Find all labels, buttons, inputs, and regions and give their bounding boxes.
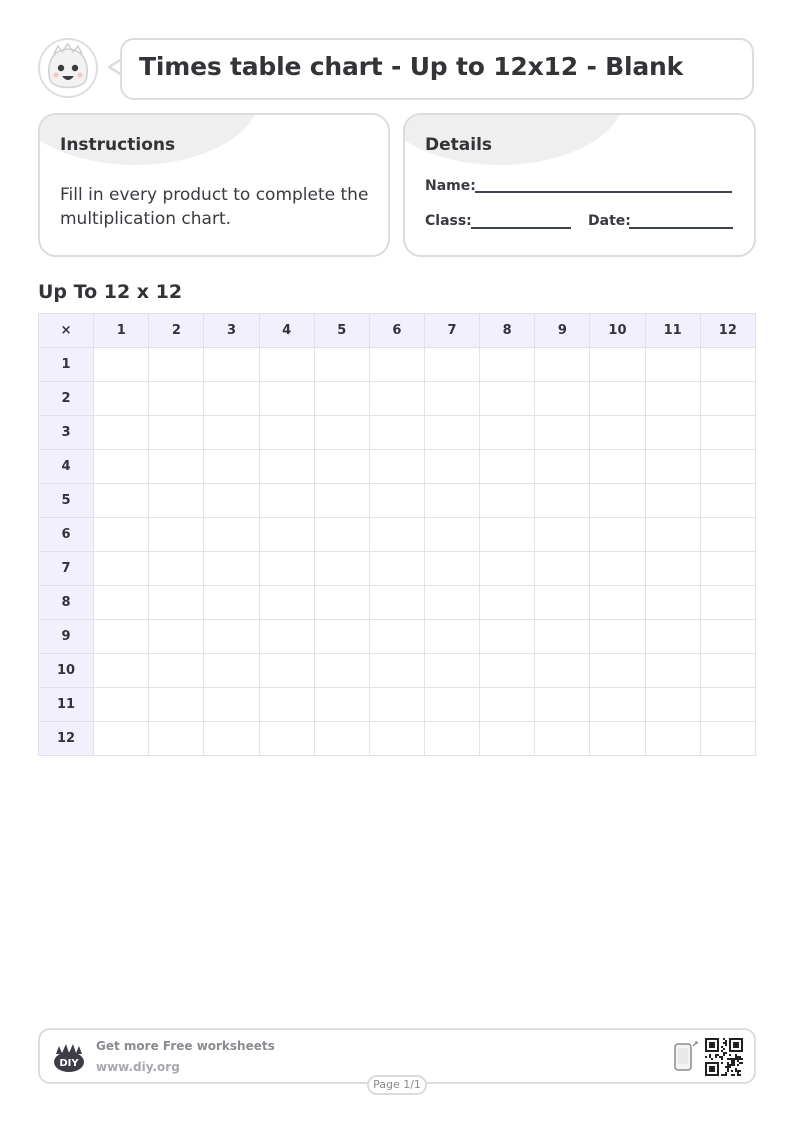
answer-cell[interactable] xyxy=(314,654,369,688)
answer-cell[interactable] xyxy=(369,484,424,518)
answer-cell[interactable] xyxy=(314,722,369,756)
answer-cell[interactable] xyxy=(369,450,424,484)
column-header: 1 xyxy=(94,314,149,348)
corner-cell: × xyxy=(39,314,94,348)
answer-cell[interactable] xyxy=(535,450,590,484)
answer-cell[interactable] xyxy=(259,654,314,688)
answer-cell[interactable] xyxy=(314,688,369,722)
qr-code-icon[interactable] xyxy=(705,1038,743,1076)
column-header: 7 xyxy=(424,314,479,348)
name-label: Name: xyxy=(425,178,476,194)
table-row xyxy=(39,484,756,518)
column-header: 11 xyxy=(645,314,700,348)
answer-cell[interactable] xyxy=(645,450,700,484)
answer-cell[interactable] xyxy=(94,620,149,654)
answer-cell[interactable] xyxy=(369,654,424,688)
row-header: 10 xyxy=(39,654,94,688)
answer-cell[interactable] xyxy=(424,586,479,620)
answer-cell[interactable] xyxy=(94,382,149,416)
answer-cell[interactable] xyxy=(259,722,314,756)
answer-cell[interactable] xyxy=(424,654,479,688)
answer-cell[interactable] xyxy=(149,382,204,416)
answer-cell[interactable] xyxy=(645,518,700,552)
answer-cell[interactable] xyxy=(590,722,645,756)
column-header: 3 xyxy=(204,314,259,348)
answer-cell[interactable] xyxy=(149,688,204,722)
row-header: 2 xyxy=(39,382,94,416)
answer-cell[interactable] xyxy=(149,586,204,620)
answer-cell[interactable] xyxy=(149,620,204,654)
answer-cell[interactable] xyxy=(204,348,259,382)
answer-cell[interactable] xyxy=(590,620,645,654)
answer-cell[interactable] xyxy=(369,382,424,416)
name-field[interactable] xyxy=(475,191,732,193)
answer-cell[interactable] xyxy=(535,586,590,620)
table-row xyxy=(39,348,756,382)
answer-cell[interactable] xyxy=(94,348,149,382)
answer-cell[interactable] xyxy=(590,688,645,722)
mascot-avatar xyxy=(38,38,98,98)
answer-cell[interactable] xyxy=(149,552,204,586)
answer-cell[interactable] xyxy=(314,586,369,620)
answer-cell[interactable] xyxy=(204,620,259,654)
answer-cell[interactable] xyxy=(369,586,424,620)
table-row xyxy=(39,654,756,688)
answer-cell[interactable] xyxy=(424,416,479,450)
answer-cell[interactable] xyxy=(700,382,755,416)
row-header: 6 xyxy=(39,518,94,552)
answer-cell[interactable] xyxy=(314,450,369,484)
table-body xyxy=(39,348,756,756)
table-row xyxy=(39,518,756,552)
page-title: Times table chart - Up to 12x12 - Blank xyxy=(139,52,684,81)
instructions-text: Fill in every product to complete the multiplication chart. xyxy=(60,185,369,229)
answer-cell[interactable] xyxy=(369,722,424,756)
column-header: 2 xyxy=(149,314,204,348)
column-header: 8 xyxy=(480,314,535,348)
footer-url[interactable]: www.diy.org xyxy=(96,1060,180,1074)
row-header: 8 xyxy=(39,586,94,620)
details-title: Details xyxy=(425,135,493,155)
answer-cell[interactable] xyxy=(590,348,645,382)
answer-cell[interactable] xyxy=(645,416,700,450)
table-row xyxy=(39,722,756,756)
answer-cell[interactable] xyxy=(590,382,645,416)
answer-cell[interactable] xyxy=(424,620,479,654)
answer-cell[interactable] xyxy=(94,450,149,484)
answer-cell[interactable] xyxy=(535,722,590,756)
answer-cell[interactable] xyxy=(424,484,479,518)
answer-cell[interactable] xyxy=(314,552,369,586)
answer-cell[interactable] xyxy=(94,552,149,586)
answer-cell[interactable] xyxy=(94,518,149,552)
answer-cell[interactable] xyxy=(369,552,424,586)
answer-cell[interactable] xyxy=(645,484,700,518)
answer-cell[interactable] xyxy=(535,654,590,688)
answer-cell[interactable] xyxy=(149,348,204,382)
answer-cell[interactable] xyxy=(259,620,314,654)
answer-cell[interactable] xyxy=(700,654,755,688)
answer-cell[interactable] xyxy=(314,348,369,382)
mascot-icon xyxy=(40,40,96,96)
answer-cell[interactable] xyxy=(149,416,204,450)
row-header: 9 xyxy=(39,620,94,654)
answer-cell[interactable] xyxy=(424,450,479,484)
answer-cell[interactable] xyxy=(369,688,424,722)
answer-cell[interactable] xyxy=(535,484,590,518)
table-row xyxy=(39,586,756,620)
answer-cell[interactable] xyxy=(204,382,259,416)
answer-cell[interactable] xyxy=(700,552,755,586)
answer-cell[interactable] xyxy=(149,450,204,484)
answer-cell[interactable] xyxy=(204,484,259,518)
multiplication-table xyxy=(38,313,756,756)
answer-cell[interactable] xyxy=(259,552,314,586)
answer-cell[interactable] xyxy=(314,620,369,654)
row-header: 3 xyxy=(39,416,94,450)
date-field[interactable] xyxy=(629,227,733,229)
answer-cell[interactable] xyxy=(700,722,755,756)
answer-cell[interactable] xyxy=(590,484,645,518)
answer-cell[interactable] xyxy=(94,688,149,722)
answer-cell[interactable] xyxy=(700,518,755,552)
answer-cell[interactable] xyxy=(645,552,700,586)
logo-text: DIY xyxy=(59,1058,79,1069)
row-header: 11 xyxy=(39,688,94,722)
answer-cell[interactable] xyxy=(480,484,535,518)
page-number: Page 1/1 xyxy=(367,1075,427,1095)
answer-cell[interactable] xyxy=(149,518,204,552)
answer-cell[interactable] xyxy=(314,518,369,552)
answer-cell[interactable] xyxy=(645,586,700,620)
table-header-row xyxy=(39,314,756,348)
date-label: Date: xyxy=(588,213,631,229)
answer-cell[interactable] xyxy=(700,484,755,518)
answer-cell[interactable] xyxy=(480,416,535,450)
answer-cell[interactable] xyxy=(480,654,535,688)
answer-cell[interactable] xyxy=(590,416,645,450)
answer-cell[interactable] xyxy=(535,518,590,552)
answer-cell[interactable] xyxy=(480,518,535,552)
answer-cell[interactable] xyxy=(480,688,535,722)
answer-cell[interactable] xyxy=(259,348,314,382)
answer-cell[interactable] xyxy=(259,586,314,620)
answer-cell[interactable] xyxy=(149,654,204,688)
row-header: 4 xyxy=(39,450,94,484)
answer-cell[interactable] xyxy=(259,688,314,722)
answer-cell[interactable] xyxy=(480,586,535,620)
answer-cell[interactable] xyxy=(424,722,479,756)
answer-cell[interactable] xyxy=(204,586,259,620)
answer-cell[interactable] xyxy=(590,450,645,484)
answer-cell[interactable] xyxy=(700,620,755,654)
answer-cell[interactable] xyxy=(645,620,700,654)
row-header: 7 xyxy=(39,552,94,586)
answer-cell[interactable] xyxy=(535,688,590,722)
answer-cell[interactable] xyxy=(590,518,645,552)
row-header: 5 xyxy=(39,484,94,518)
row-header: 12 xyxy=(39,722,94,756)
answer-cell[interactable] xyxy=(645,348,700,382)
table-row xyxy=(39,382,756,416)
answer-cell[interactable] xyxy=(94,654,149,688)
answer-cell[interactable] xyxy=(94,416,149,450)
answer-cell[interactable] xyxy=(259,382,314,416)
answer-cell[interactable] xyxy=(259,450,314,484)
answer-cell[interactable] xyxy=(204,552,259,586)
column-header: 10 xyxy=(590,314,645,348)
table-row xyxy=(39,688,756,722)
answer-cell[interactable] xyxy=(645,382,700,416)
answer-cell[interactable] xyxy=(535,382,590,416)
answer-cell[interactable] xyxy=(590,586,645,620)
answer-cell[interactable] xyxy=(259,416,314,450)
answer-cell[interactable] xyxy=(369,348,424,382)
table-row xyxy=(39,450,756,484)
answer-cell[interactable] xyxy=(204,722,259,756)
answer-cell[interactable] xyxy=(590,552,645,586)
answer-cell[interactable] xyxy=(314,416,369,450)
answer-cell[interactable] xyxy=(94,586,149,620)
answer-cell[interactable] xyxy=(314,484,369,518)
answer-cell[interactable] xyxy=(700,450,755,484)
answer-cell[interactable] xyxy=(480,552,535,586)
answer-cell[interactable] xyxy=(369,620,424,654)
answer-cell[interactable] xyxy=(204,688,259,722)
answer-cell[interactable] xyxy=(204,450,259,484)
answer-cell[interactable] xyxy=(259,484,314,518)
answer-cell[interactable] xyxy=(590,654,645,688)
section-title: Up To 12 x 12 xyxy=(38,281,183,303)
answer-cell[interactable] xyxy=(424,688,479,722)
column-header: 4 xyxy=(259,314,314,348)
answer-cell[interactable] xyxy=(424,348,479,382)
answer-cell[interactable] xyxy=(700,348,755,382)
answer-cell[interactable] xyxy=(424,518,479,552)
details-card xyxy=(403,113,756,257)
instructions-title: Instructions xyxy=(60,135,176,155)
class-field[interactable] xyxy=(471,227,571,229)
column-header: 5 xyxy=(314,314,369,348)
answer-cell[interactable] xyxy=(149,722,204,756)
table-row xyxy=(39,416,756,450)
answer-cell[interactable] xyxy=(149,484,204,518)
answer-cell[interactable] xyxy=(535,416,590,450)
answer-cell[interactable] xyxy=(94,484,149,518)
answer-cell[interactable] xyxy=(535,552,590,586)
row-header: 1 xyxy=(39,348,94,382)
answer-cell[interactable] xyxy=(480,382,535,416)
answer-cell[interactable] xyxy=(480,722,535,756)
answer-cell[interactable] xyxy=(204,518,259,552)
column-header: 6 xyxy=(369,314,424,348)
answer-cell[interactable] xyxy=(480,348,535,382)
answer-cell[interactable] xyxy=(204,416,259,450)
diy-logo-icon[interactable] xyxy=(52,1040,86,1074)
answer-cell[interactable] xyxy=(259,518,314,552)
answer-cell[interactable] xyxy=(645,654,700,688)
answer-cell[interactable] xyxy=(535,620,590,654)
answer-cell[interactable] xyxy=(480,450,535,484)
class-label: Class: xyxy=(425,213,472,229)
answer-cell[interactable] xyxy=(204,654,259,688)
answer-cell[interactable] xyxy=(700,586,755,620)
answer-cell[interactable] xyxy=(645,722,700,756)
answer-cell[interactable] xyxy=(535,348,590,382)
footer-promo: Get more Free worksheets xyxy=(96,1039,275,1053)
phone-scan-icon xyxy=(673,1040,699,1072)
answer-cell[interactable] xyxy=(94,722,149,756)
answer-cell[interactable] xyxy=(700,416,755,450)
answer-cell[interactable] xyxy=(369,416,424,450)
answer-cell[interactable] xyxy=(369,518,424,552)
column-header: 9 xyxy=(535,314,590,348)
answer-cell[interactable] xyxy=(424,382,479,416)
table-row xyxy=(39,552,756,586)
answer-cell[interactable] xyxy=(480,620,535,654)
answer-cell[interactable] xyxy=(645,688,700,722)
column-header: 12 xyxy=(700,314,755,348)
answer-cell[interactable] xyxy=(700,688,755,722)
table-row xyxy=(39,620,756,654)
answer-cell[interactable] xyxy=(424,552,479,586)
instructions-card xyxy=(38,113,390,257)
answer-cell[interactable] xyxy=(314,382,369,416)
